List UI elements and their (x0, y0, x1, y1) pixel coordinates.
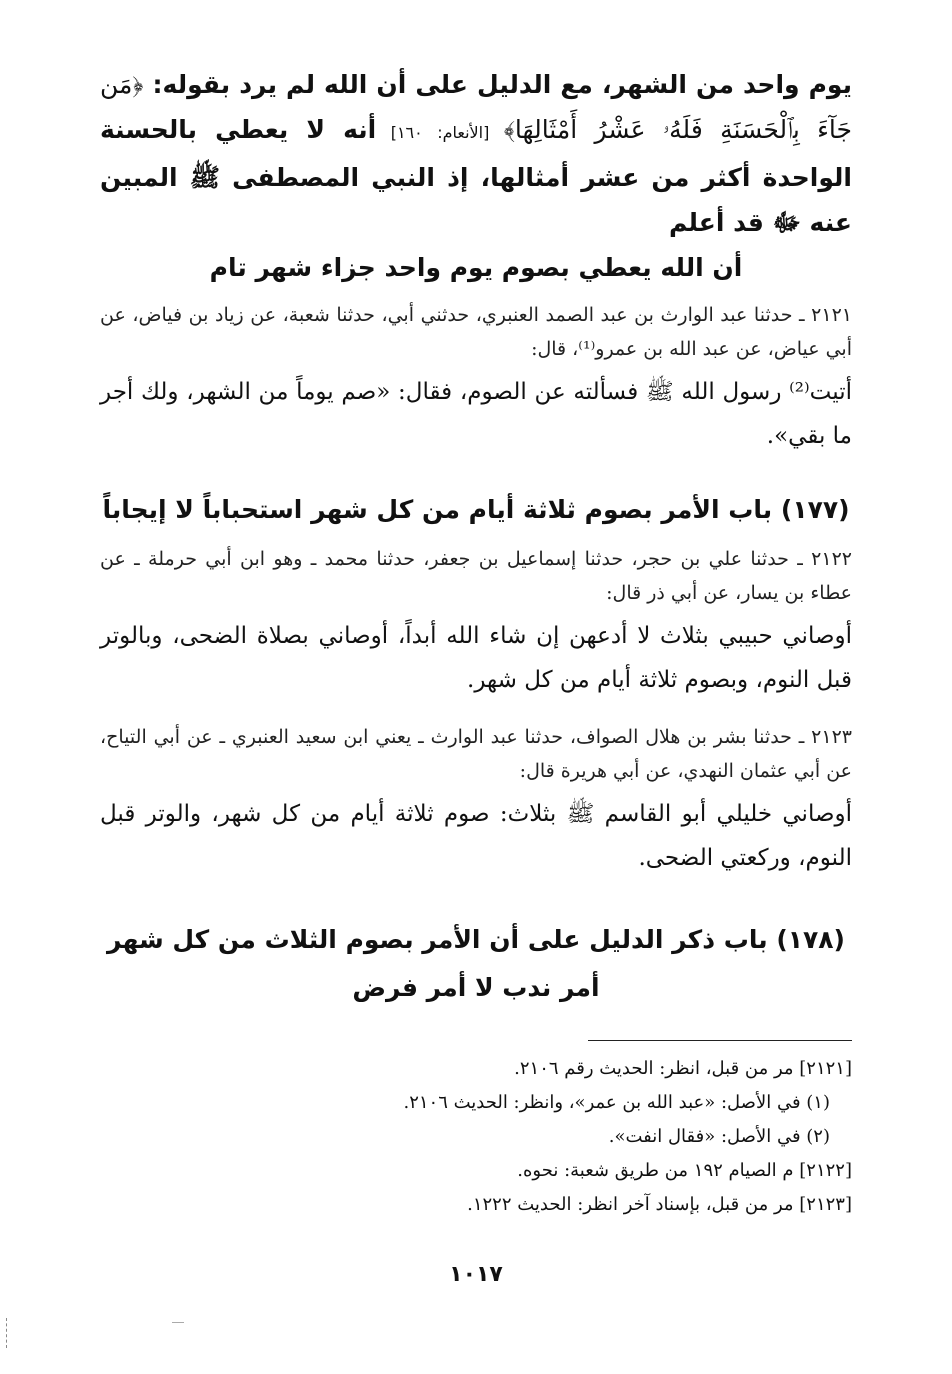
footnote-1: (١) في الأصل: «عبد الله بن عمر»، وانظر: الحديث ٢١٠٦. (403, 1092, 830, 1113)
page-body (100, 62, 852, 1018)
footnote-2122: [٢١٢٢] م الصيام ١٩٢ من طريق شعبة: نحوه. (517, 1160, 852, 1181)
hadith-2121-isnad: ٢١٢١ ـ حدثنا عبد الوارث بن عبد الصمد العنبري، حدثني أبي، حدثنا شعبة، عن زياد بن فياض، عن أبي عياض، عن عبد الله بن عمرو⁽¹⁾، قال: (100, 304, 852, 360)
hadith-2122-matn: أوصاني حبيبي بثلاث لا أدعهن إن شاء الله أبداً، أوصاني بصلاة الضحى، وبالوتر قبل النوم، وبصوم ثلاثة أيام من كل شهر. (100, 623, 852, 693)
intro-heading-last-line: أن الله يعطي بصوم يوم واحد جزاء شهر تام (209, 253, 743, 282)
quran-quote: ﴿مَن جَآءَ بِٱلْحَسَنَةِ فَلَهُۥ عَشْرُ أَمْثَالِهَا﴾ (100, 70, 853, 144)
hadith-2123-isnad: ٢١٢٣ ـ حدثنا بشر بن هلال الصواف، حدثنا عبد الوارث ـ يعني ابن سعيد العنبري ـ عن أبي التياح، عن أبي عثمان النهدي، عن أبي هريرة قال: (100, 726, 852, 782)
hadith-2122-isnad: ٢١٢٢ ـ حدثنا علي بن حجر، حدثنا إسماعيل بن جعفر، حدثنا محمد ـ وهو ابن أبي حرملة ـ عن عطاء بن يسار، عن أبي ذر قال: (100, 548, 852, 604)
section-178-title (100, 916, 852, 1012)
hadith-2121-matn: أتيت⁽²⁾ رسول الله ﷺ فسألته عن الصوم، فقال: «صم يوماً من الشهر، ولك أجر ما بقي». (100, 379, 852, 449)
intro-heading-part2: أنه لا يعطي بالحسنة الواحدة أكثر من عشر أمثالها، إذ النبي المصطفى ﷺ المبين عنه ﷻ قد أعلم (100, 115, 852, 237)
quran-reference: [الأنعام: ١٦٠] (376, 123, 504, 142)
footnote-2121: [٢١٢١] مر من قبل، انظر: الحديث رقم ٢١٠٦. (514, 1058, 852, 1079)
scan-margin-mark (6, 1318, 9, 1348)
section-178-title-line2: أمر ندب لا أمر فرض (352, 973, 600, 1002)
section-178-title-line1: (١٧٨) باب ذكر الدليل على أن الأمر بصوم الثلاث من كل شهر (107, 925, 845, 954)
page-number: ١٠١٧ (449, 1262, 503, 1287)
footnote-2: (٢) في الأصل: «فقال انفت». (608, 1126, 830, 1147)
intro-heading-part1: يوم واحد من الشهر، مع الدليل على أن الله لم يرد بقوله: (143, 70, 852, 99)
section-177-title: (١٧٧) باب الأمر بصوم ثلاثة أيام من كل شهر استحباباً لا إيجاباً (102, 495, 850, 524)
footnotes (100, 1052, 852, 1222)
hadith-2123-matn: أوصاني خليلي أبو القاسم ﷺ بثلاث: صوم ثلاثة أيام من كل شهر، والوتر قبل النوم، وركعتي الضحى. (100, 801, 852, 871)
footnote-separator (588, 1040, 852, 1041)
scan-artifact-tick (172, 1322, 184, 1323)
intro-heading (100, 62, 852, 290)
footnote-2123: [٢١٢٣] مر من قبل، بإسناد آخر انظر: الحديث ١٢٢٢. (467, 1194, 852, 1215)
